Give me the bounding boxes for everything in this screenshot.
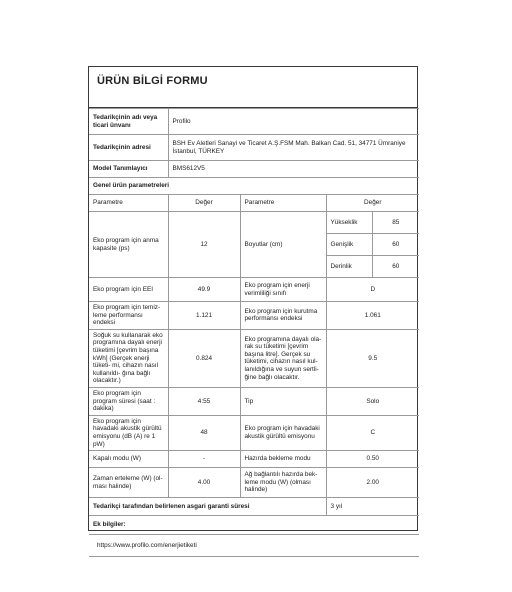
consumption-row: [89, 329, 419, 387]
delay-row: [89, 468, 419, 498]
standby-label: Hazırda bekleme modu: [240, 451, 326, 468]
dim-height-value: 85: [372, 212, 419, 234]
type-value: Solo: [326, 387, 419, 415]
extra-url-link[interactable]: https://www.profilo.com/enerjietiketi: [89, 535, 419, 557]
model-label: Model Tanımlayıcı: [89, 161, 168, 178]
dim-width-label: Genişlik: [326, 234, 372, 256]
model-value: BMS612V5: [168, 161, 419, 178]
header-param-1: Parametre: [89, 195, 168, 212]
off-mode-label: Kapalı modu (W): [89, 451, 168, 468]
energy-class-label: Eko program için enerji verimliliği sınıfı: [240, 278, 326, 302]
supplier-name-value: Profilo: [168, 109, 419, 135]
general-section-title: Genel ürün parametreleri: [89, 178, 419, 195]
header-value-2: Değer: [326, 195, 419, 212]
supplier-address-label: Tedarikçinin adresi: [89, 135, 168, 161]
type-label: Tip: [240, 387, 326, 415]
warranty-value: 3 yıl: [326, 498, 419, 516]
eei-value: 49.9: [168, 278, 240, 302]
model-row: [89, 161, 419, 178]
extra-info-row: [89, 516, 419, 535]
noise-label: Eko program için havadaki akustik gürültü emisyonu (dB (A) re 1 pW): [89, 415, 168, 450]
duration-label: Eko program için program süresi (saat : dakika): [89, 387, 168, 415]
delay-value: 4.00: [168, 468, 240, 498]
dimensions-label: Boyutlar (cm): [240, 212, 326, 278]
capacity-row: [89, 212, 419, 234]
network-standby-label: Ağ bağlantılı hazırda bek- leme modu (W) (olması halinde): [240, 468, 326, 498]
standby-value: 0.50: [326, 451, 419, 468]
noise-class-value: C: [326, 415, 419, 450]
warranty-row: [89, 498, 419, 516]
supplier-name-label: Tedarikçinin adı veya ticari ünvanı: [89, 109, 168, 135]
water-consumption-value: 9.5: [326, 329, 419, 387]
supplier-name-row: [89, 109, 419, 135]
header-param-2: Parametre: [240, 195, 326, 212]
dim-height-label: Yükseklik: [326, 212, 372, 234]
product-info-sheet: [88, 66, 418, 549]
drying-value: 1.061: [326, 302, 419, 330]
dim-depth-value: 60: [372, 256, 419, 278]
capacity-value: 12: [168, 212, 240, 278]
off-mode-value: -: [168, 451, 240, 468]
energy-consumption-value: 0.824: [168, 329, 240, 387]
eei-row: [89, 278, 419, 302]
duration-row: [89, 387, 419, 415]
noise-value: 48: [168, 415, 240, 450]
energy-class-value: D: [326, 278, 419, 302]
eei-label: Eko program için EEI: [89, 278, 168, 302]
extra-info-label: Ek bilgiler:: [89, 516, 419, 535]
form-title: ÜRÜN BİLGİ FORMU: [89, 67, 417, 108]
product-info-table: [89, 108, 419, 557]
header-value-1: Değer: [168, 195, 240, 212]
dim-width-value: 60: [372, 234, 419, 256]
warranty-label: Tedarikçi tarafından belirlenen asgari garanti süresi: [89, 498, 326, 516]
noise-row: [89, 415, 419, 450]
duration-value: 4:55: [168, 387, 240, 415]
water-consumption-label: Eko programına dayalı ola- rak su tüketimi [çevrim başına litre]. Gerçek su tüketimi, cihazın nasıl kul- lanıldığına ve suyun sertli- ğine bağlı olacaktır.: [240, 329, 326, 387]
delay-label: Zaman erteleme (W) (ol- ması halinde): [89, 468, 168, 498]
drying-label: Eko program için kurutma performansı endeksi: [240, 302, 326, 330]
capacity-label: Eko program için anma kapasite (ps): [89, 212, 168, 278]
cleaning-label: Eko program için temiz- leme performansı endeksi: [89, 302, 168, 330]
noise-class-label: Eko program için havadaki akustik gürültü emisyonu: [240, 415, 326, 450]
energy-consumption-label: Soğuk su kullanarak eko programına dayalı enerji tüketimi [çevrim başına kWh] (Gerçek enerji tüketi- mi, cihazın nasıl kullanıldı- ğına bağlı olacaktır.): [89, 329, 168, 387]
header-row: [89, 195, 419, 212]
extra-url-row: [89, 535, 419, 557]
supplier-address-row: [89, 135, 419, 161]
network-standby-value: 2.00: [326, 468, 419, 498]
power-mode-row: [89, 451, 419, 468]
supplier-address-value: BSH Ev Aletleri Sanayi ve Ticaret A.Ş.FSM Mah. Balkan Cad. 51, 34771 Ümraniye İstanbul, TÜRKEY: [168, 135, 419, 161]
general-section-row: [89, 178, 419, 195]
dim-depth-label: Derinlik: [326, 256, 372, 278]
cleaning-value: 1.121: [168, 302, 240, 330]
performance-row: [89, 302, 419, 330]
